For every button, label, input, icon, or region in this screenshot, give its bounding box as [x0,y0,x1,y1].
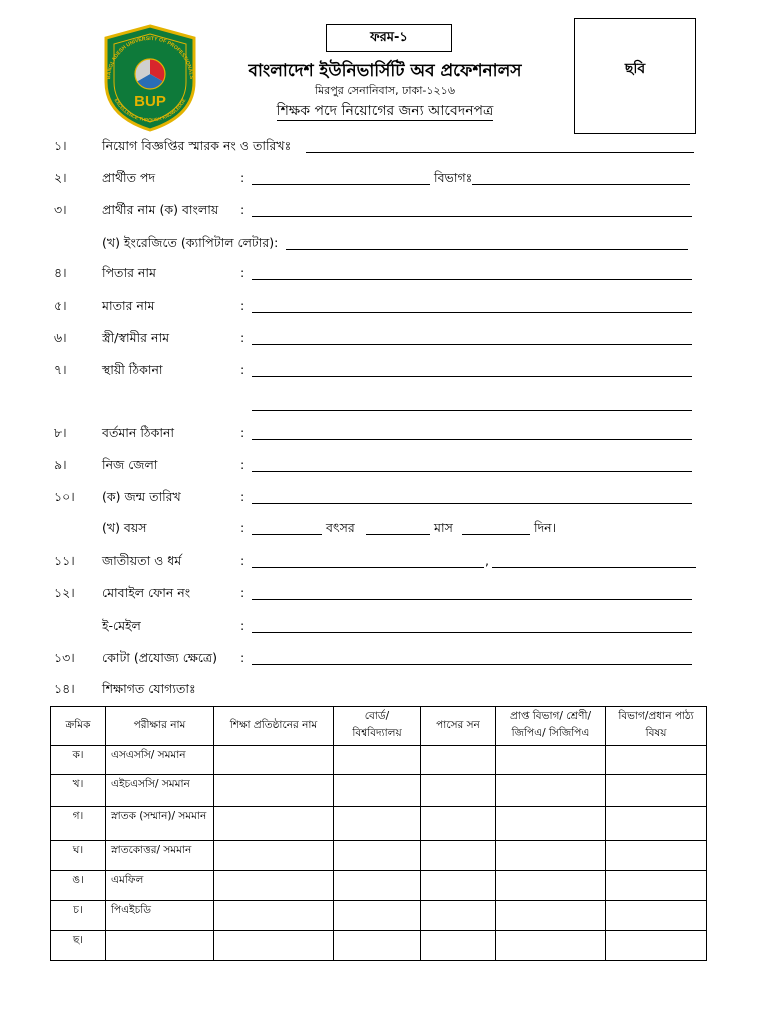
field-colon: : [240,585,245,600]
home-district-input[interactable] [252,457,692,472]
col-header-subject: বিভাগ/প্রধান পাঠ্য বিষয় [606,707,707,746]
form-number-box: ফরম-১ [326,24,452,52]
field-number: ১। [54,138,67,153]
email-input[interactable] [252,618,692,633]
board-cell[interactable] [334,807,421,841]
field-label: শিক্ষাগত যোগ্যতাঃ [102,681,196,696]
institution-cell[interactable] [214,746,334,775]
result-cell[interactable] [496,775,606,807]
table-header-row [51,707,707,746]
quota-input[interactable] [252,650,692,665]
religion-input[interactable] [492,553,696,568]
row-exam[interactable] [106,931,214,961]
age-months-label: মাস [434,520,453,535]
name-bangla-input[interactable] [252,202,692,217]
present-address-input[interactable] [252,425,692,440]
field-separator: , [485,553,489,568]
age-months-input[interactable] [366,520,430,535]
row-exam: স্নাতক (সম্মান)/ সমমান [106,807,214,841]
university-address: মিরপুর সেনানিবাস, ঢাকা-১২১৬ [315,84,455,97]
table-row [51,775,707,807]
field-number: ১২। [54,585,75,600]
field-number: ২। [54,170,67,185]
field-father-name [0,265,768,287]
row-serial: খ। [51,775,106,807]
field-applied-post [0,170,768,192]
field-quota [0,650,768,672]
subject-cell[interactable] [606,871,707,901]
field-colon: : [240,330,245,345]
mother-name-input[interactable] [252,298,692,313]
field-age [0,520,768,542]
field-colon: : [240,170,245,185]
col-header-serial: ক্রমিক [51,707,106,746]
board-cell[interactable] [334,775,421,807]
field-colon: : [240,298,245,313]
permanent-address-input-1[interactable] [252,362,692,377]
table-row [51,807,707,841]
field-number: ১৩। [54,650,75,665]
field-circular-ref [0,138,768,160]
age-days-label: দিন। [534,520,557,535]
subject-cell[interactable] [606,807,707,841]
field-colon: : [240,425,245,440]
col-header-exam: পরীক্ষার নাম [106,707,214,746]
result-cell[interactable] [496,807,606,841]
field-colon: : [240,202,245,217]
board-cell[interactable] [334,746,421,775]
result-cell[interactable] [496,931,606,961]
form-subtitle [190,99,580,123]
university-name: বাংলাদেশ ইউনিভার্সিটি অব প্রফেশনালস [248,61,522,81]
university-logo [96,24,204,132]
field-number: ৫। [54,298,67,313]
field-colon: : [240,457,245,472]
table-row [51,901,707,931]
age-years-input[interactable] [252,520,322,535]
form-subtitle-text: শিক্ষক পদে নিয়োগের জন্য আবেদনপত্র [276,103,494,119]
field-colon: : [240,618,245,633]
board-cell[interactable] [334,931,421,961]
logo-initials: BUP [134,93,166,110]
institution-cell[interactable] [214,807,334,841]
field-mobile [0,585,768,607]
field-email [0,618,768,640]
table-row [51,841,707,871]
field-label: মাতার নাম [102,298,155,313]
permanent-address-input-2[interactable] [252,396,692,411]
field-nationality-religion [0,553,768,575]
row-serial: ঙ। [51,871,106,901]
subject-cell[interactable] [606,901,707,931]
field-label: নিয়োগ বিজ্ঞপ্তির স্মারক নং ও তারিখঃ [102,138,292,153]
field-home-district [0,457,768,479]
institution-cell[interactable] [214,871,334,901]
field-label: পিতার নাম [102,265,156,280]
row-serial: ছ। [51,931,106,961]
result-cell[interactable] [496,871,606,901]
field-number: ৩। [54,202,67,217]
institution-cell[interactable] [214,901,334,931]
field-label: (ক) জন্ম তারিখ [102,489,181,504]
col-header-board: বোর্ড/ বিশ্ববিদ্যালয় [334,707,421,746]
year-cell[interactable] [421,775,496,807]
field-spouse-name [0,330,768,352]
year-cell[interactable] [421,807,496,841]
field-mother-name [0,298,768,320]
field-label: প্রার্থীত পদ [102,170,156,185]
circular-ref-input[interactable] [306,138,694,153]
nationality-input[interactable] [252,553,484,568]
row-exam: পিএইচডি [106,901,214,931]
photo-label: ছবি [624,61,646,77]
field-number: ৬। [54,330,67,345]
year-cell[interactable] [421,901,496,931]
field-label: কোটা (প্রযোজ্য ক্ষেত্রে) [102,650,217,665]
row-serial: চ। [51,901,106,931]
subject-cell[interactable] [606,746,707,775]
logo-arc-bottom-text: EXCELLENCE THROUGH KNOWLEDGE [113,97,187,123]
field-colon: : [240,553,245,568]
birth-date-input[interactable] [252,489,692,504]
logo-arc-top-text: BANGLADESH UNIVERSITY OF PROFESSIONALS [105,35,195,80]
institution-cell[interactable] [214,931,334,961]
field-present-address [0,425,768,447]
applied-post-input[interactable] [252,170,430,185]
col-header-year: পাসের সন [421,707,496,746]
table-row [51,746,707,775]
education-table [50,706,707,961]
result-cell[interactable] [496,841,606,871]
field-label: জাতীয়তা ও ধর্ম [102,553,182,568]
field-label: (খ) ইংরেজিতে (ক্যাপিটাল লেটার): [102,235,279,250]
field-label: স্ত্রী/স্বামীর নাম [102,330,170,345]
field-birth-date [0,489,768,511]
row-exam: স্নাতকোত্তর/ সমমান [106,841,214,871]
institution-cell[interactable] [214,841,334,871]
field-colon: : [240,520,245,535]
field-number: ৭। [54,362,67,377]
row-exam: এমফিল [106,871,214,901]
name-english-input[interactable] [286,235,688,250]
mobile-input[interactable] [252,585,692,600]
subject-cell[interactable] [606,931,707,961]
institution-cell[interactable] [214,775,334,807]
field-label: (খ) বয়স [102,520,147,535]
field-label: বর্তমান ঠিকানা [102,425,175,440]
year-cell[interactable] [421,746,496,775]
subject-cell[interactable] [606,841,707,871]
row-serial: গ। [51,807,106,841]
field-colon: : [240,362,245,377]
age-days-input[interactable] [462,520,530,535]
col-header-result: প্রাপ্ত বিভাগ/ শ্রেণী/ জিপিএ/ সিজিপিএ [496,707,606,746]
field-number: ১৪। [54,681,75,696]
field-education-heading [0,681,768,703]
field-permanent-address-line2 [0,396,768,418]
field-label: স্থায়ী ঠিকানা [102,362,163,377]
field-label: ই-মেইল [102,618,141,633]
row-serial: ক। [51,746,106,775]
field-label: নিজ জেলা [102,457,158,472]
father-name-input[interactable] [252,265,692,280]
table-row [51,931,707,961]
field-label: প্রার্থীর নাম (ক) বাংলায় [102,202,219,217]
year-cell[interactable] [421,841,496,871]
field-permanent-address [0,362,768,384]
row-exam: এইচএসসি/ সমমান [106,775,214,807]
board-cell[interactable] [334,901,421,931]
board-cell[interactable] [334,841,421,871]
field-colon: : [240,489,245,504]
age-years-label: বৎসর [326,520,355,535]
board-cell[interactable] [334,871,421,901]
field-number: ৮। [54,425,67,440]
field-number: ৯। [54,457,67,472]
field-number: ১০। [54,489,75,504]
field-colon: : [240,650,245,665]
field-label: মোবাইল ফোন নং [102,585,191,600]
department-input[interactable] [472,170,690,185]
field-name-bangla [0,202,768,224]
table-row [51,871,707,901]
field-name-english [0,235,768,257]
subject-cell[interactable] [606,775,707,807]
field-colon: : [240,265,245,280]
row-serial: ঘ। [51,841,106,871]
col-header-institution: শিক্ষা প্রতিষ্ঠানের নাম [214,707,334,746]
year-cell[interactable] [421,871,496,901]
spouse-name-input[interactable] [252,330,692,345]
department-label: বিভাগঃ [434,170,473,185]
field-number: ৪। [54,265,67,280]
year-cell[interactable] [421,931,496,961]
result-cell[interactable] [496,746,606,775]
photo-box[interactable] [574,18,696,134]
result-cell[interactable] [496,901,606,931]
row-exam: এসএসসি/ সমমান [106,746,214,775]
field-number: ১১। [54,553,75,568]
